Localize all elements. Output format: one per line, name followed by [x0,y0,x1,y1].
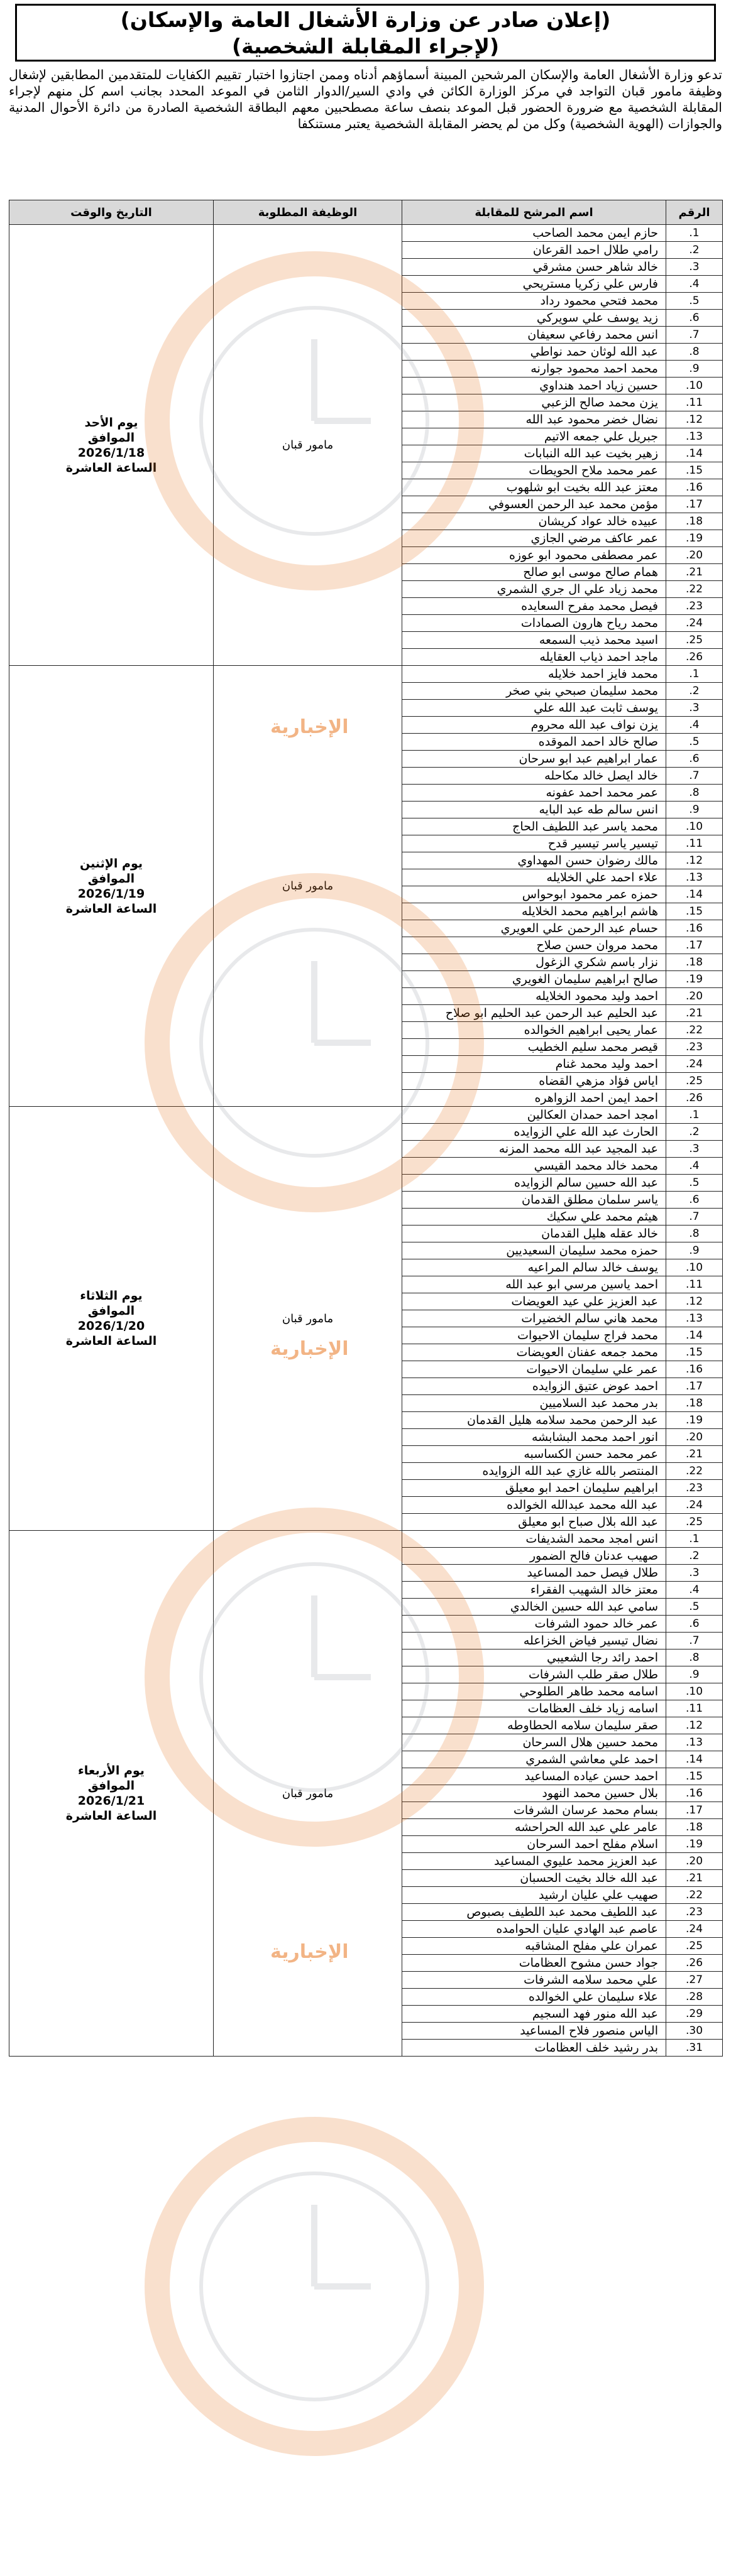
candidate-name: حازم ايمن محمد الصاحب [402,225,666,242]
interview-muwafiq: الموافق [87,1779,135,1793]
candidate-number: 18. [666,513,723,530]
candidate-name: مالك رضوان حسن المهداوي [402,852,666,869]
candidate-number: 14. [666,1751,723,1768]
candidate-number: 12. [666,411,723,428]
candidate-name: عمر مصطفى محمود ابو عوزه [402,547,666,564]
candidate-number: 25. [666,1514,723,1531]
interview-time: الساعة العاشرة [65,1334,157,1348]
candidate-name: الياس منصور فلاح المساعيد [402,2023,666,2040]
candidate-name: معتز عبد الله بخيت ابو شلهوب [402,479,666,496]
candidate-name: علي محمد سلامه الشرفات [402,1972,666,1989]
candidate-number: 12. [666,852,723,869]
candidate-name: اسيد محمد ذيب السمعه [402,632,666,649]
candidate-number: 3. [666,259,723,276]
candidate-name: معتز خالد الشهيب الفقراء [402,1582,666,1599]
candidate-number: 19. [666,1836,723,1853]
interview-date: 2026/1/20 [77,1319,145,1333]
candidate-name: فارس علي زكريا مستريحي [402,276,666,293]
candidate-number: 25. [666,632,723,649]
candidate-number: 9. [666,802,723,818]
interview-time: الساعة العاشرة [65,460,157,475]
candidate-number: 29. [666,2006,723,2023]
candidate-number: 20. [666,1853,723,1870]
candidate-number: 10. [666,1259,723,1276]
candidate-number: 24. [666,1497,723,1514]
candidate-name: جبريل علي جمعه الاتيم [402,428,666,445]
candidate-number: 10. [666,818,723,835]
candidate-number: 18. [666,1819,723,1836]
interview-day: يوم الأربعاء [78,1764,145,1778]
candidate-number: 16. [666,479,723,496]
candidate-name: عبد الله لوثان حمد نواطي [402,344,666,361]
candidate-number: 14. [666,445,723,462]
candidate-name: خالد عقله هليل القدمان [402,1226,666,1242]
candidate-number: 17. [666,1378,723,1395]
candidate-name: طلال فيصل حمد المساعيد [402,1565,666,1582]
candidate-number: 24. [666,1056,723,1073]
candidate-number: 10. [666,378,723,394]
candidate-number: 16. [666,1361,723,1378]
candidate-name: اسامه زياد خلف العظامات [402,1700,666,1717]
candidate-name: احمد ياسين مرسي ابو عبد الله [402,1276,666,1293]
interview-date: 2026/1/21 [77,1794,145,1808]
candidate-name: احمد وليد محمد غنام [402,1056,666,1073]
candidate-number: 4. [666,717,723,734]
candidate-name: عمار ابراهيم عبد ابو سرحان [402,751,666,768]
candidate-number: 18. [666,1395,723,1412]
candidate-name: عمار يحيى ابراهيم الخوالده [402,1022,666,1039]
candidate-number: 13. [666,869,723,886]
candidate-name: يوسف خالد سالم المراعيه [402,1259,666,1276]
candidate-number: 13. [666,1734,723,1751]
candidate-number: 22. [666,1463,723,1480]
candidate-number: 15. [666,1344,723,1361]
candidate-name: عبد الحليم عبد الرحمن عبد الحليم ابو صلاح [402,1005,666,1022]
candidate-name: احمد علي معاشي الشمري [402,1751,666,1768]
candidate-name: انس محمد رفاعي سعيفان [402,327,666,344]
candidate-number: 19. [666,971,723,988]
candidate-name: احمد ايمن احمد الزواهره [402,1090,666,1107]
candidate-name: حمزه محمد سليمان السعيديين [402,1242,666,1259]
candidate-name: محمد زياد علي ال جري الشمري [402,581,666,598]
candidate-name: حسين زياد احمد هنداوي [402,378,666,394]
candidate-name: احمد عوض عتيق الزوايده [402,1378,666,1395]
candidate-name: خالد شاهر حسن مشرقي [402,259,666,276]
candidate-name: محمد احمد محمود جوارنه [402,361,666,378]
candidate-name: رامي طلال احمد القرعان [402,242,666,259]
candidate-number: 4. [666,276,723,293]
candidate-name: ابراهيم سليمان احمد ابو معيلق [402,1480,666,1497]
candidate-name: طلال صقر طلب الشرفات [402,1666,666,1683]
candidate-number: 25. [666,1073,723,1090]
candidate-number: 15. [666,462,723,479]
candidate-number: 11. [666,835,723,852]
table-row [9,1107,723,1124]
candidate-number: 21. [666,564,723,581]
interview-date-cell [9,225,214,666]
candidate-name: عبد العزيز محمد عليوي المساعيد [402,1853,666,1870]
header-date: التاريخ والوقت [9,200,214,225]
candidate-number: 12. [666,1717,723,1734]
candidate-number: 20. [666,988,723,1005]
candidate-name: اسامه محمد طاهر الطلوحي [402,1683,666,1700]
candidate-name: محمد جمعه عفنان العويضات [402,1344,666,1361]
candidate-number: 23. [666,1480,723,1497]
candidate-name: محمد حسين هلال السرحان [402,1734,666,1751]
candidate-name: محمد رياح هارون الصمادات [402,615,666,632]
candidate-name: محمد ياسر عبد اللطيف الحاج [402,818,666,835]
candidate-name: احمد رائد رجا الشعيبي [402,1649,666,1666]
table-row [9,666,723,683]
candidate-name: صهيب علي عليان ارشيد [402,1887,666,1904]
interview-muwafiq: الموافق [87,1304,135,1318]
candidate-name: اياس فؤاد مزهي القضاه [402,1073,666,1090]
candidate-number: 19. [666,530,723,547]
candidate-number: 1. [666,1531,723,1548]
candidate-number: 7. [666,1633,723,1649]
interview-date: 2026/1/19 [77,886,145,901]
candidate-name: همام صالح موسى ابو صالح [402,564,666,581]
candidate-number: 9. [666,1242,723,1259]
candidate-name: عامر علي عبد الله الحراحشه [402,1819,666,1836]
candidate-number: 23. [666,1039,723,1056]
candidate-number: 16. [666,1785,723,1802]
header-num: الرقم [666,200,723,225]
interview-muwafiq: الموافق [87,430,135,445]
candidate-name: تيسير ياسر تيسير قدح [402,835,666,852]
candidate-number: 8. [666,785,723,802]
header-subtitle: (لإجراء المقابلة الشخصية) [231,34,500,58]
watermark-clock-icon [119,2104,509,2469]
candidate-name: المنتصر بالله غازي عبد الله الزوايده [402,1463,666,1480]
candidate-name: فيصل محمد مفرح السعايده [402,598,666,615]
candidate-name: عاصم عبد الهادي عليان الحوامده [402,1921,666,1938]
candidate-name: محمد خالد محمد القيسي [402,1158,666,1175]
candidate-number: 13. [666,1310,723,1327]
candidate-name: ياسر سلمان مطلق القدمان [402,1192,666,1209]
candidate-number: 7. [666,1209,723,1226]
candidate-name: عبد المجيد عبد الله محمد المزنه [402,1141,666,1158]
candidate-name: انس امجد محمد الشديفات [402,1531,666,1548]
interview-date-cell [9,1531,214,2057]
candidate-name: انور احمد محمد البشابشه [402,1429,666,1446]
candidate-number: 21. [666,1005,723,1022]
candidate-number: 3. [666,1565,723,1582]
candidate-name: زهير بخيت عبد الله النبابات [402,445,666,462]
candidate-number: 1. [666,1107,723,1124]
candidate-name: عبد الله محمد عبدالله الخوالده [402,1497,666,1514]
candidate-number: 8. [666,344,723,361]
candidate-name: نزار باسم شكري الزغول [402,954,666,971]
candidate-number: 7. [666,327,723,344]
candidate-number: 22. [666,581,723,598]
candidate-name: علاء احمد علي الخلايله [402,869,666,886]
job-title: مامور قبان [214,1107,402,1531]
candidate-name: بدر رشيد خلف العظامات [402,2040,666,2057]
table-row [9,225,723,242]
candidate-name: محمد هاني سالم الخضيرات [402,1310,666,1327]
header-job: الوظيفة المطلوبة [214,200,402,225]
candidate-number: 15. [666,903,723,920]
candidate-number: 3. [666,700,723,717]
announcement-header-box [15,4,716,62]
candidate-name: عبد الله خالد بخيت الحسبان [402,1870,666,1887]
candidate-number: 5. [666,293,723,310]
candidate-name: علاء سليمان علي الخوالده [402,1989,666,2006]
interview-day: يوم الثلاثاء [80,1289,143,1303]
candidate-name: نضال خضر محمود عبد الله [402,411,666,428]
candidate-name: يزن نواف عبد الله محروم [402,717,666,734]
job-title: مامور قبان [214,225,402,666]
candidate-name: جواد حسن مشوح العظامات [402,1955,666,1972]
candidate-number: 26. [666,649,723,666]
candidate-number: 10. [666,1683,723,1700]
candidate-name: امجد احمد حمدان العكالين [402,1107,666,1124]
candidate-number: 5. [666,1599,723,1616]
candidate-number: 13. [666,428,723,445]
candidate-number: 23. [666,598,723,615]
candidate-number: 4. [666,1582,723,1599]
candidate-name: نضال تيسير فياض الخزاعله [402,1633,666,1649]
candidate-name: بلال حسين محمد النهود [402,1785,666,1802]
candidate-number: 27. [666,1972,723,1989]
candidate-number: 22. [666,1887,723,1904]
candidate-name: احمد حسن عياده المساعيد [402,1768,666,1785]
candidate-number: 2. [666,1548,723,1565]
candidate-number: 12. [666,1293,723,1310]
table-header-row [9,200,723,225]
candidate-number: 11. [666,1276,723,1293]
candidate-name: عبد الله منور فهد السجيم [402,2006,666,2023]
job-title: مامور قبان [214,666,402,1107]
candidate-name: عبد العزيز علي عيد العويضات [402,1293,666,1310]
candidate-number: 20. [666,547,723,564]
candidate-name: صقر سليمان سلامه الحطاوطه [402,1717,666,1734]
candidate-number: 24. [666,615,723,632]
interview-day: يوم الأحد [84,415,138,430]
candidate-name: عمر علي سليمان الاحيوات [402,1361,666,1378]
candidate-number: 30. [666,2023,723,2040]
candidate-name: عبد الله بلال صباح ابو معيلق [402,1514,666,1531]
intro-text: تدعو وزارة الأشغال العامة والإسكان المرشحين المبينة أسماؤهم أدناه وممن اجتازوا اختبار تقييم الكفايات للمتقدمين المطابقين لإشغال وظيفة مامور قبان التواجد في مركز الوزارة الكائن في وادي السير/الدوار الثامن في الموعد المحدد بجانب اسم كل منهم لإجراء المقابلة الشخصية مع ضرورة الحضور قبل الموعد بنصف ساعة مصطحبين معهم البطاقة الشخصية الصادرة من دائرة الأحوال المدنية والجوازات (الهوية الشخصية) وكل من لم يحضر المقابلة الشخصية يعتبر مستنكفا [9,67,722,131]
candidate-name: اسلام مفلح احمد السرحان [402,1836,666,1853]
candidate-number: 17. [666,496,723,513]
candidate-name: عمر محمد حسن الكساسبه [402,1446,666,1463]
candidate-number: 16. [666,920,723,937]
candidate-name: صهيب عدنان فالح الضمور [402,1548,666,1565]
candidate-name: محمد فراج سليمان الاحيوات [402,1327,666,1344]
candidate-name: صالح ابراهيم سليمان الغويري [402,971,666,988]
candidate-name: صالح خالد احمد الموقده [402,734,666,751]
candidate-number: 6. [666,1192,723,1209]
job-title: مامور قبان [214,1531,402,2057]
candidate-name: عمران علي مفلح المشاقبه [402,1938,666,1955]
candidate-name: عمر محمد ملاح الحويطات [402,462,666,479]
candidate-number: 14. [666,886,723,903]
candidate-number: 15. [666,1768,723,1785]
candidate-number: 4. [666,1158,723,1175]
candidate-number: 20. [666,1429,723,1446]
candidates-table [9,200,723,2057]
table-row [9,1531,723,1548]
candidate-number: 1. [666,666,723,683]
candidate-number: 24. [666,1921,723,1938]
watermark-text: الإخبارية [270,1941,349,1963]
candidate-number: 3. [666,1141,723,1158]
candidate-number: 17. [666,937,723,954]
candidate-name: عمر محمد احمد عفونه [402,785,666,802]
candidate-number: 22. [666,1022,723,1039]
candidate-number: 2. [666,683,723,700]
candidate-number: 18. [666,954,723,971]
candidate-number: 28. [666,1989,723,2006]
candidate-number: 6. [666,1616,723,1633]
header-name: اسم المرشح للمقابلة [402,200,666,225]
candidate-name: هاشم ابراهيم محمد الخلايله [402,903,666,920]
candidate-number: 9. [666,361,723,378]
candidate-number: 5. [666,1175,723,1192]
candidate-number: 23. [666,1904,723,1921]
candidate-number: 25. [666,1938,723,1955]
candidate-name: عبيده خالد عواد كريشان [402,513,666,530]
candidate-number: 17. [666,1802,723,1819]
candidate-name: زيد يوسف علي سويركي [402,310,666,327]
interview-muwafiq: الموافق [87,871,135,886]
candidate-name: الحارث عبد الله علي الزوايده [402,1124,666,1141]
interview-date-cell [9,1107,214,1531]
watermark-text: الإخبارية [270,716,349,738]
candidate-number: 26. [666,1090,723,1107]
candidate-number: 19. [666,1412,723,1429]
candidate-number: 8. [666,1226,723,1242]
candidate-number: 21. [666,1446,723,1463]
candidate-name: يوسف ثابت عبد الله علي [402,700,666,717]
interview-time: الساعة العاشرة [65,901,157,916]
candidate-number: 21. [666,1870,723,1887]
candidate-number: 7. [666,768,723,785]
candidate-name: انس سالم طه عبد البايه [402,802,666,818]
intro-paragraph [9,67,722,198]
interview-day: يوم الإثنين [80,856,143,871]
candidate-number: 8. [666,1649,723,1666]
candidate-number: 1. [666,225,723,242]
candidate-name: بدر محمد عبد السلاميين [402,1395,666,1412]
candidate-name: محمد سليمان صبحي بني صخر [402,683,666,700]
candidate-name: حسام عبد الرحمن علي العويري [402,920,666,937]
candidate-name: محمد فايز احمد خلايله [402,666,666,683]
candidate-number: 2. [666,1124,723,1141]
candidate-name: محمد مروان حسن صلاح [402,937,666,954]
header-title: (إعلان صادر عن وزارة الأشغال العامة والإسكان) [120,8,611,32]
candidate-name: احمد وليد محمود الخلايله [402,988,666,1005]
candidate-number: 2. [666,242,723,259]
candidate-name: مؤمن محمد عبد الرحمن العسوفي [402,496,666,513]
candidate-name: قيصر محمد سليم الخطيب [402,1039,666,1056]
candidate-number: 26. [666,1955,723,1972]
interview-date: 2026/1/18 [77,445,145,460]
candidate-name: عمر خالد حمود الشرفات [402,1616,666,1633]
watermark-text: الإخبارية [270,1338,349,1360]
candidate-number: 11. [666,1700,723,1717]
candidate-name: محمد فتحي محمود رداد [402,293,666,310]
candidate-name: ماجد احمد ذياب العقايله [402,649,666,666]
interview-date-cell [9,666,214,1107]
candidate-name: بسام محمد عرسان الشرفات [402,1802,666,1819]
candidate-number: 6. [666,310,723,327]
candidate-number: 6. [666,751,723,768]
candidate-name: عبد اللطيف محمد عبد اللطيف بصبوص [402,1904,666,1921]
candidate-name: عمر عاكف مرضي الجازي [402,530,666,547]
candidate-name: سامي عبد الله حسين الخالدي [402,1599,666,1616]
candidate-name: عبد الرحمن محمد سلامه هليل القدمان [402,1412,666,1429]
interview-time: الساعة العاشرة [65,1809,157,1823]
candidate-name: يزن محمد صالح الزعبي [402,394,666,411]
candidate-number: 9. [666,1666,723,1683]
candidate-name: خالد ايصل خالد مكاحله [402,768,666,785]
candidate-number: 11. [666,394,723,411]
candidate-name: عبد الله حسين سالم الزوايده [402,1175,666,1192]
candidate-name: حمزه عمر محمود ابوحواس [402,886,666,903]
candidate-name: هيثم محمد علي سكيك [402,1209,666,1226]
candidate-number: 31. [666,2040,723,2057]
candidate-number: 14. [666,1327,723,1344]
candidate-number: 5. [666,734,723,751]
